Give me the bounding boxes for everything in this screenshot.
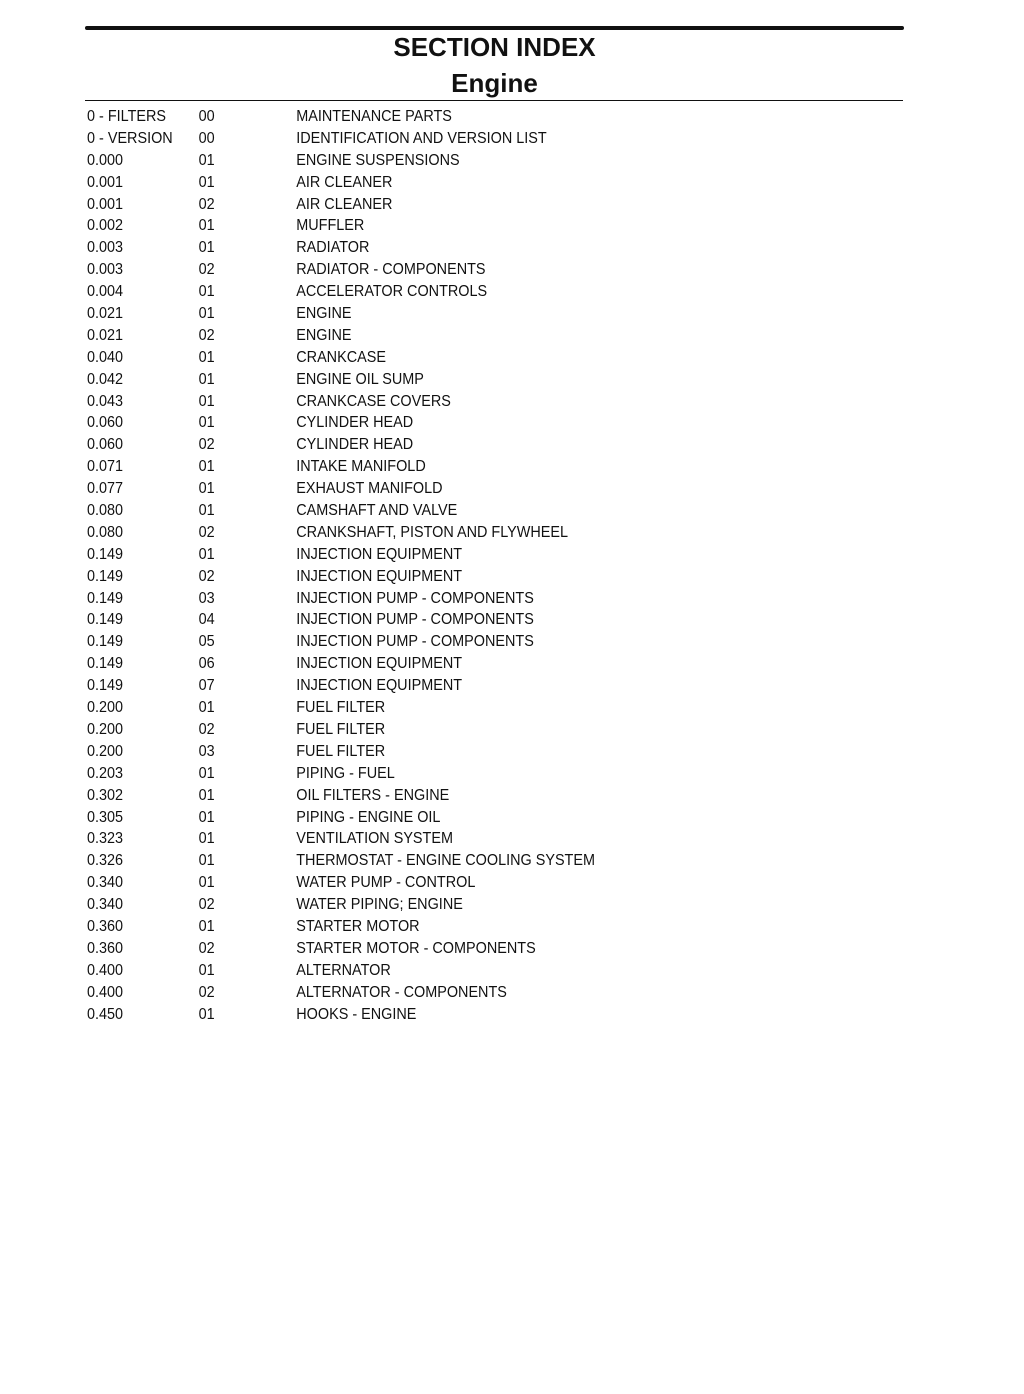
page-number: 04	[198, 611, 215, 629]
page-number: 02	[198, 326, 215, 344]
section-description: EXHAUST MANIFOLD	[296, 480, 443, 498]
section-number: 0.071	[87, 458, 124, 476]
section-description: WATER PUMP - CONTROL	[296, 874, 476, 892]
section-description: ENGINE	[296, 305, 352, 323]
section-description: INTAKE MANIFOLD	[296, 458, 426, 476]
section-number: 0.149	[87, 655, 124, 673]
page-number: 02	[198, 523, 215, 541]
section-description: FUEL FILTER	[296, 699, 386, 717]
index-row	[87, 828, 846, 850]
page-number: 03	[198, 589, 215, 607]
index-row	[87, 500, 846, 522]
index-row	[87, 522, 846, 544]
top-divider	[85, 26, 904, 30]
section-number: 0.021	[87, 305, 124, 323]
section-description: INJECTION PUMP - COMPONENTS	[296, 589, 534, 607]
section-number: 0.003	[87, 261, 124, 279]
page-number: 01	[198, 874, 215, 892]
section-number: 0.040	[87, 348, 124, 366]
index-row	[87, 215, 846, 237]
page-number: 01	[198, 305, 215, 323]
page-number: 02	[198, 261, 215, 279]
section-description: FUEL FILTER	[296, 720, 386, 738]
section-number: 0.004	[87, 283, 124, 301]
index-row	[87, 653, 846, 675]
section-description: MUFFLER	[296, 217, 365, 235]
section-number: 0.080	[87, 523, 124, 541]
section-number: 0.060	[87, 414, 124, 432]
index-row	[87, 259, 846, 281]
index-row	[87, 982, 846, 1004]
section-number: 0.001	[87, 173, 124, 191]
page-number: 02	[198, 983, 215, 1001]
section-description: ACCELERATOR CONTROLS	[296, 283, 488, 301]
index-row	[87, 872, 846, 894]
index-row	[87, 566, 846, 588]
index-row	[87, 916, 846, 938]
section-number: 0.203	[87, 764, 124, 782]
section-description: FUEL FILTER	[296, 742, 386, 760]
index-row	[87, 588, 846, 610]
section-number: 0.360	[87, 917, 124, 935]
section-description: RADIATOR	[296, 239, 370, 257]
section-number: 0 - FILTERS	[87, 108, 167, 125]
page-number: 01	[198, 480, 215, 498]
page-number: 06	[198, 655, 215, 673]
section-description: CRANKCASE COVERS	[296, 392, 451, 410]
index-row	[87, 128, 846, 150]
section-description: WATER PIPING; ENGINE	[296, 896, 463, 914]
section-number: 0.149	[87, 677, 124, 695]
section-description: CRANKCASE	[296, 348, 386, 366]
section-number: 0.003	[87, 239, 124, 257]
section-description: CAMSHAFT AND VALVE	[296, 502, 458, 520]
page-number: 01	[198, 502, 215, 520]
index-row	[87, 478, 846, 500]
index-row	[87, 785, 846, 807]
section-description: PIPING - ENGINE OIL	[296, 808, 441, 826]
section-number: 0.149	[87, 567, 124, 585]
page-number: 02	[198, 567, 215, 585]
index-row	[87, 391, 846, 413]
section-description: HOOKS - ENGINE	[296, 1005, 417, 1023]
index-row	[87, 412, 846, 434]
section-description: ENGINE SUSPENSIONS	[296, 151, 460, 169]
index-row	[87, 741, 846, 763]
page-number: 01	[198, 1005, 215, 1023]
section-description: RADIATOR - COMPONENTS	[296, 261, 486, 279]
section-number: 0.200	[87, 742, 124, 760]
section-number: 0.326	[87, 852, 124, 870]
section-description: INJECTION EQUIPMENT	[296, 677, 463, 695]
section-index-list	[87, 106, 903, 1025]
index-row	[87, 303, 846, 325]
index-row	[87, 894, 846, 916]
page-number: 01	[198, 852, 215, 870]
section-number: 0.042	[87, 370, 124, 388]
page-number: 00	[198, 108, 215, 125]
section-description: MAINTENANCE PARTS	[296, 108, 452, 125]
header-divider	[85, 100, 903, 101]
page-title: SECTION INDEX	[393, 32, 596, 62]
section-number: 0.360	[87, 939, 124, 957]
page-subtitle: Engine	[451, 68, 538, 98]
section-number: 0.000	[87, 151, 124, 169]
section-description: AIR CLEANER	[296, 195, 393, 213]
section-description: INJECTION EQUIPMENT	[296, 655, 463, 673]
page-number: 01	[198, 348, 215, 366]
section-number: 0.001	[87, 195, 124, 213]
index-row	[87, 675, 846, 697]
section-description: ALTERNATOR	[296, 961, 391, 979]
page-number: 01	[198, 151, 215, 169]
index-row	[87, 938, 846, 960]
page-number: 01	[198, 917, 215, 935]
page-number: 01	[198, 414, 215, 432]
section-description: THERMOSTAT - ENGINE COOLING SYSTEM	[296, 852, 595, 870]
page-number: 07	[198, 677, 215, 695]
index-row	[87, 807, 846, 829]
section-description: IDENTIFICATION AND VERSION LIST	[296, 129, 547, 147]
index-row	[87, 850, 846, 872]
page-number: 01	[198, 173, 215, 191]
page-number: 01	[198, 217, 215, 235]
index-row	[87, 631, 846, 653]
section-number: 0.200	[87, 720, 124, 738]
page-number: 01	[198, 283, 215, 301]
index-row	[87, 281, 846, 303]
section-number: 0.305	[87, 808, 124, 826]
page-number: 01	[198, 392, 215, 410]
index-row	[87, 719, 846, 741]
section-number: 0.200	[87, 699, 124, 717]
section-description: INJECTION EQUIPMENT	[296, 567, 463, 585]
page-number: 01	[198, 830, 215, 848]
section-number: 0.021	[87, 326, 124, 344]
index-row	[87, 347, 846, 369]
index-row	[87, 763, 846, 785]
section-number: 0.340	[87, 874, 124, 892]
section-description: ALTERNATOR - COMPONENTS	[296, 983, 507, 1001]
section-number: 0.043	[87, 392, 124, 410]
page-number: 02	[198, 720, 215, 738]
section-description: INJECTION PUMP - COMPONENTS	[296, 633, 534, 651]
page-number: 02	[198, 939, 215, 957]
section-description: CRANKSHAFT, PISTON AND FLYWHEEL	[296, 523, 569, 541]
section-description: CYLINDER HEAD	[296, 414, 414, 432]
index-row	[87, 237, 846, 259]
section-description: INJECTION EQUIPMENT	[296, 545, 463, 563]
section-description: ENGINE OIL SUMP	[296, 370, 424, 388]
page-number: 01	[198, 370, 215, 388]
page-number: 05	[198, 633, 215, 651]
section-description: PIPING - FUEL	[296, 764, 395, 782]
index-row	[87, 1004, 846, 1026]
section-number: 0 - VERSION	[87, 129, 173, 147]
section-description: CYLINDER HEAD	[296, 436, 414, 454]
page-number: 02	[198, 195, 215, 213]
section-number: 0.323	[87, 830, 124, 848]
index-row	[87, 172, 846, 194]
section-number: 0.400	[87, 961, 124, 979]
page-number: 01	[198, 458, 215, 476]
section-number: 0.340	[87, 896, 124, 914]
section-number: 0.149	[87, 545, 124, 563]
section-number: 0.080	[87, 502, 124, 520]
section-description: VENTILATION SYSTEM	[296, 830, 453, 848]
page-number: 01	[198, 545, 215, 563]
section-number: 0.077	[87, 480, 124, 498]
section-description: AIR CLEANER	[296, 173, 393, 191]
index-row	[87, 150, 846, 172]
section-description: STARTER MOTOR - COMPONENTS	[296, 939, 536, 957]
index-row	[87, 456, 846, 478]
page-number: 01	[198, 786, 215, 804]
section-number: 0.302	[87, 786, 124, 804]
index-row	[87, 434, 846, 456]
section-description: INJECTION PUMP - COMPONENTS	[296, 611, 534, 629]
section-description: ENGINE	[296, 326, 352, 344]
section-number: 0.450	[87, 1005, 124, 1023]
page-number: 01	[198, 239, 215, 257]
index-row	[87, 194, 846, 216]
index-row	[87, 960, 846, 982]
section-number: 0.060	[87, 436, 124, 454]
index-row	[87, 369, 846, 391]
index-row	[87, 697, 846, 719]
index-row	[87, 106, 846, 128]
section-description: STARTER MOTOR	[296, 917, 420, 935]
section-number: 0.149	[87, 589, 124, 607]
section-number: 0.002	[87, 217, 124, 235]
page-number: 02	[198, 896, 215, 914]
index-row	[87, 609, 846, 631]
page-number: 03	[198, 742, 215, 760]
page-number: 01	[198, 961, 215, 979]
page-number: 00	[198, 129, 215, 147]
index-row	[87, 544, 846, 566]
section-number: 0.149	[87, 633, 124, 651]
section-number: 0.400	[87, 983, 124, 1001]
section-number: 0.149	[87, 611, 124, 629]
index-row	[87, 325, 846, 347]
page-number: 01	[198, 699, 215, 717]
page-number: 01	[198, 764, 215, 782]
section-description: OIL FILTERS - ENGINE	[296, 786, 450, 804]
page-number: 01	[198, 808, 215, 826]
page-number: 02	[198, 436, 215, 454]
